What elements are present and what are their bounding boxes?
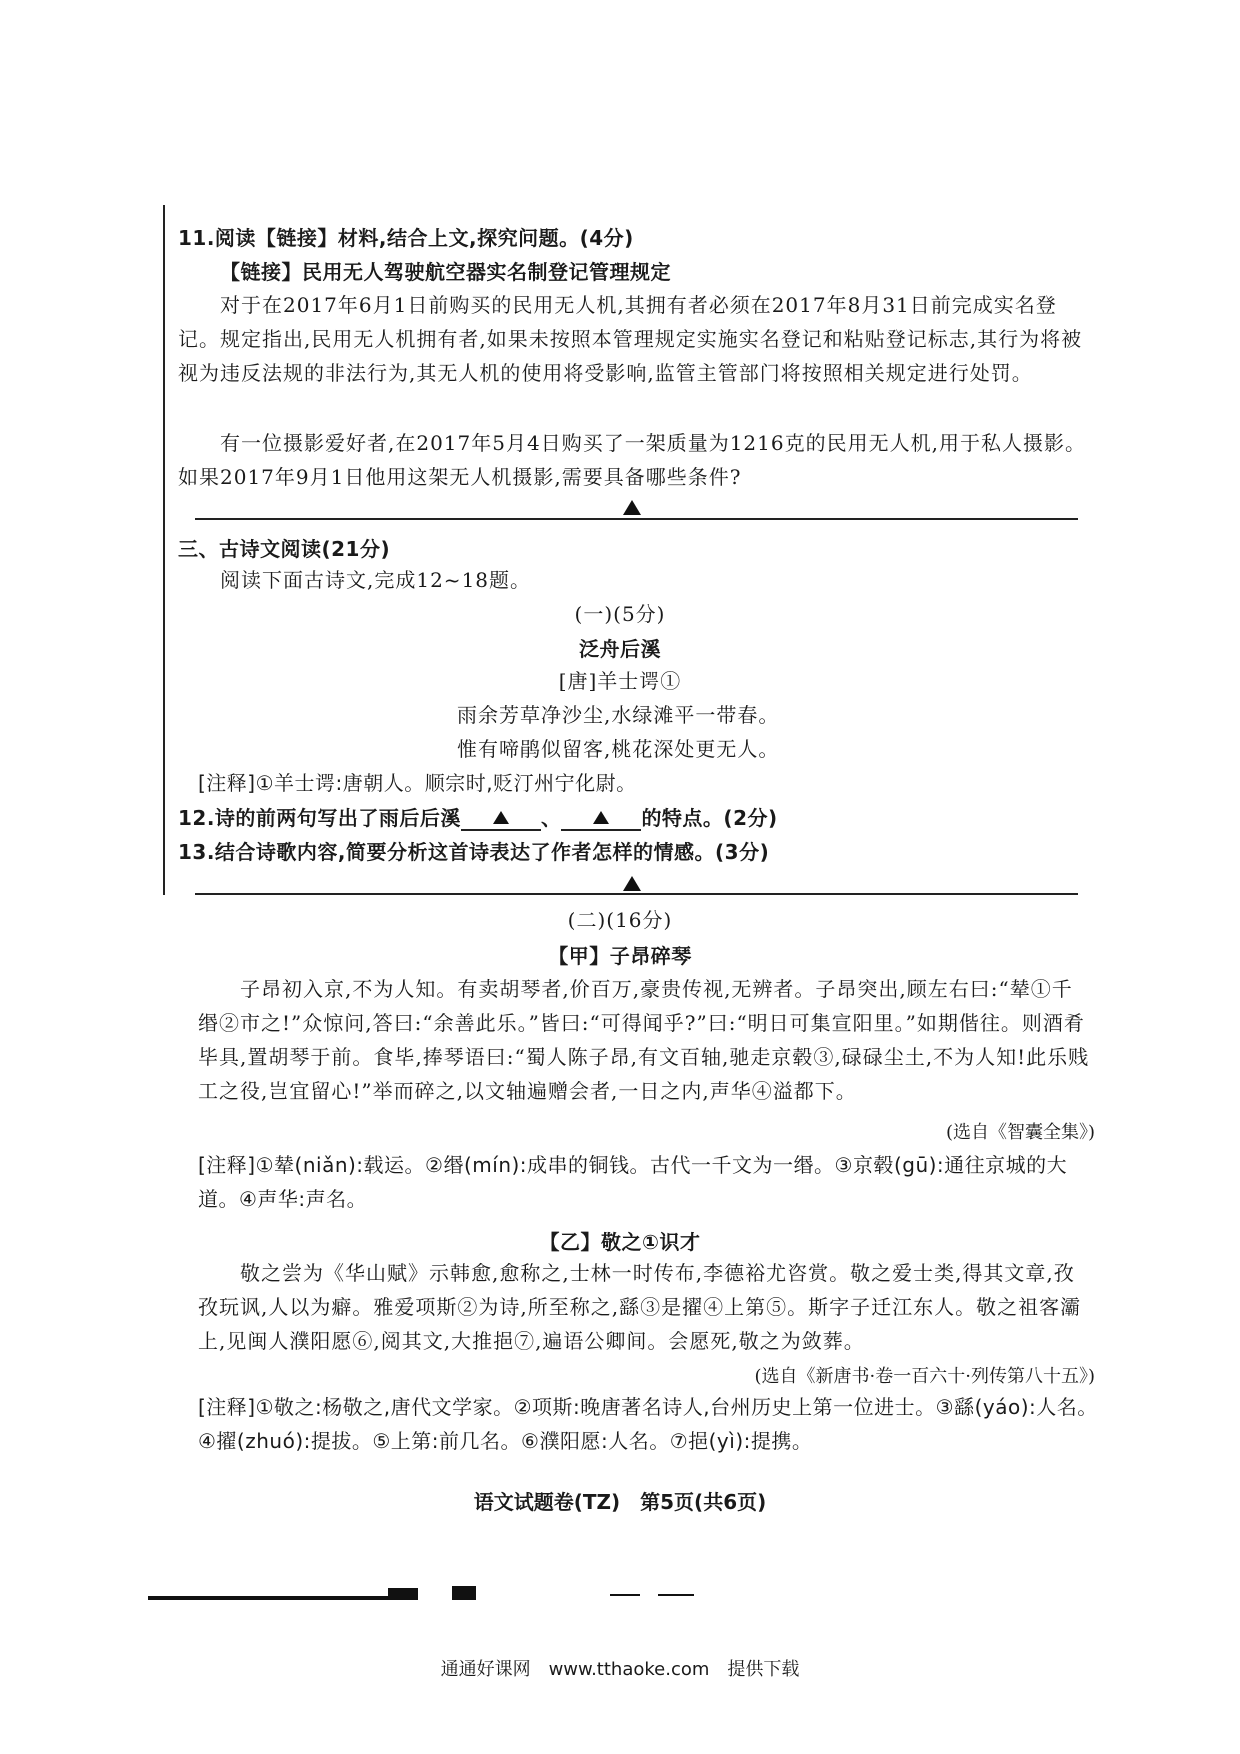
q12: [178, 802, 778, 831]
yi-note: [注释]①敬之:杨敬之,唐代文学家。②项斯:晚唐著名诗人,台州历史上第一位进士。③繇(yáo):人名。④擢(zhuó):提拔。⑤上第:前几名。⑥濮阳愿:人名。⑦挹(yì):提携。: [198, 1395, 1098, 1453]
section3-title: 三、古诗文阅读(21分): [178, 537, 391, 561]
answer-mark-icon: [593, 811, 609, 824]
answer-mark-icon: [623, 500, 641, 515]
footer-mark: [388, 1588, 418, 1600]
answer-mark-icon: [623, 876, 641, 891]
yi-source: (选自《新唐书·卷一百六十·列传第八十五》): [754, 1366, 1095, 1387]
jia-note: [注释]①辇(niǎn):载运。②缗(mín):成串的铜钱。古代一千文为一缗。③京毂(gū):通往京城的大道。④声华:声名。: [198, 1153, 1068, 1211]
answer-line: [195, 893, 1078, 895]
poem-line-1: 雨余芳草净沙尘,水绿滩平一带春。: [457, 703, 780, 727]
q11-question: 有一位摄影爱好者,在2017年5月4日购买了一架质量为1216克的民用无人机,用于私人摄影。如果2017年9月1日他用这架无人机摄影,需要具备哪些条件?: [178, 431, 1086, 489]
section3-instruction: 阅读下面古诗文,完成12~18题。: [220, 568, 532, 592]
q11-link-body: 对于在2017年6月1日前购买的民用无人机,其拥有者必须在2017年8月31日前完成实名登记。规定指出,民用无人机拥有者,如果未按照本管理规定实施实名登记和粘贴登记标志,其行为将被视为违反法规的非法行为,其无人机的使用将受影响,监管主管部门将按照相关规定进行处罚。: [178, 293, 1083, 385]
jia-source: (选自《智囊全集》): [945, 1122, 1095, 1143]
poem-part-label: (一)(5分): [574, 602, 666, 626]
poem-note: [注释]①羊士谔:唐朝人。顺宗时,贬汀州宁化尉。: [198, 771, 637, 795]
footer-rule: [658, 1594, 694, 1596]
q13: 13.结合诗歌内容,简要分析这首诗表达了作者怎样的情感。(3分): [178, 840, 770, 864]
q11-link-title: 【链接】民用无人驾驶航空器实名制登记管理规定: [220, 260, 671, 284]
poem-title: 泛舟后溪: [579, 637, 661, 661]
jia-title: 【甲】子昂碎琴: [548, 944, 692, 968]
yi-body: 敬之尝为《华山赋》示韩愈,愈称之,士林一时传布,李德裕尤咨赏。敬之爱士类,得其文章,孜孜玩讽,人以为癖。雅爱项斯②为诗,所至称之,繇③是擢④上第⑤。斯字子迁江东人。敬之祖客灞上,见闽人濮阳愿⑥,阅其文,大推挹⑦,遍语公卿间。会愿死,敬之为敛葬。: [198, 1261, 1082, 1353]
footer-rule: [610, 1594, 640, 1596]
jia-body: 子昂初入京,不为人知。有卖胡琴者,价百万,豪贵传视,无辨者。子昂突出,顾左右曰:“辇①千缗②市之!”众惊问,答曰:“余善此乐。”皆曰:“可得闻乎?”曰:“明日可集宣阳里。”如期偕往。则酒肴毕具,置胡琴于前。食毕,捧琴语曰:“蜀人陈子昂,有文百轴,驰走京毂③,碌碌尘土,不为人知!此乐贱工之役,岂宜留心!”举而碎之,以文轴遍赠会者,一日之内,声华④溢都下。: [198, 977, 1090, 1103]
q12-prefix: 12.诗的前两句写出了雨后后溪: [178, 806, 461, 830]
yi-title: 【乙】敬之①识才: [539, 1230, 701, 1254]
site-watermark: 通通好课网 www.tthaoke.com 提供下载: [440, 1659, 800, 1680]
q12-blank-2[interactable]: [561, 807, 641, 831]
poem-line-2: 惟有啼鹃似留客,桃花深处更无人。: [457, 737, 780, 761]
prose-part-label: (二)(16分): [567, 908, 673, 932]
q12-blank-1[interactable]: [461, 807, 541, 831]
answer-line: [195, 518, 1078, 520]
q12-sep: 、: [540, 806, 562, 830]
q11-title: 11.阅读【链接】材料,结合上文,探究问题。(4分): [178, 226, 634, 250]
footer-rule: [148, 1596, 388, 1600]
poem-author: [唐]羊士谔①: [558, 669, 682, 693]
left-margin-rule: [163, 205, 165, 895]
footer-mark: [452, 1586, 476, 1600]
answer-mark-icon: [493, 811, 509, 824]
q12-suffix: 的特点。(2分): [641, 806, 778, 830]
page-footer: 语文试题卷(TZ) 第5页(共6页): [473, 1490, 767, 1514]
